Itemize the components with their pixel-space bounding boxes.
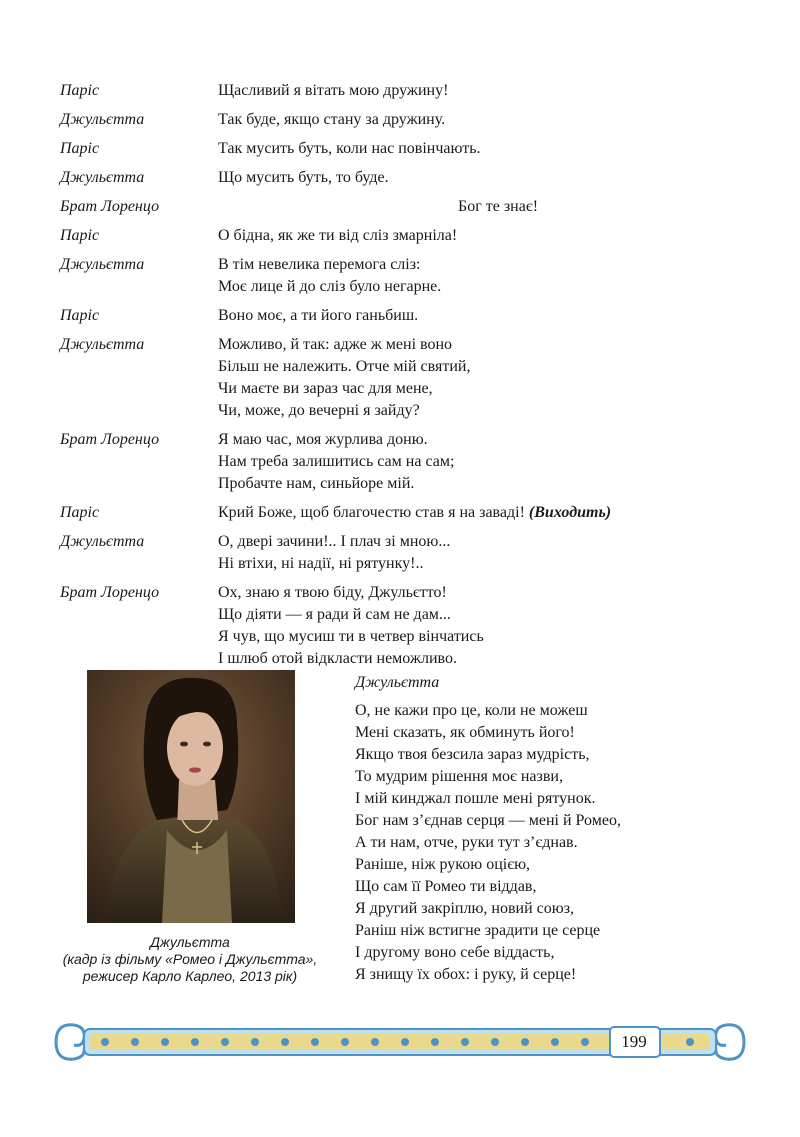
verse-line: І другому воно себе віддасть,: [355, 944, 555, 961]
speech-text: [218, 109, 760, 131]
dialogue-line: [60, 582, 760, 670]
verse-line: Бог те знає!: [458, 198, 539, 215]
speech-text: [218, 167, 760, 189]
verse-line: Щасливий я вітать мою дружину!: [218, 82, 449, 99]
speaker-name: Брат Лоренцо: [60, 584, 160, 601]
caption-line: (кадр із фільму «Ромео і Джульєтта»,: [62, 951, 318, 967]
verse-line: Раніш ніж встигне зрадити це серце: [355, 922, 601, 939]
dialogue-line: [60, 334, 760, 422]
stage-direction: (Виходить): [528, 504, 612, 521]
dialogue-line: [60, 429, 760, 495]
dialogue-block: [60, 80, 760, 677]
verse-line: А ти нам, отче, руки тут з’єднав.: [355, 834, 578, 851]
verse-line: І мій кинджал пошле мені рятунок.: [355, 790, 596, 807]
verse-line: Бог нам з’єднав серця — мені й Ромео,: [355, 812, 621, 829]
verse-line: Моє лице й до сліз було негарне.: [218, 278, 442, 295]
speaker-name: Паріс: [60, 504, 100, 521]
speech-text: [218, 80, 760, 102]
verse-line: Нам треба залишитись сам на сам;: [218, 453, 455, 470]
verse-line: О бідна, як же ти від сліз змарніла!: [218, 227, 458, 244]
verse-text: Крий Боже, щоб благочестю став я на заваді!: [218, 504, 525, 521]
verse-line: Так мусить буть, коли нас повінчають.: [218, 140, 481, 157]
verse-line: Якщо твоя безсила зараз мудрість,: [355, 746, 590, 763]
speech-text: [218, 502, 760, 524]
speaker-name: Джульєтта: [355, 674, 440, 691]
verse-line: Ні втіхи, ні надії, ні рятунку!..: [218, 555, 424, 572]
verse-line: Ох, знаю я твою біду, Джульєтто!: [218, 584, 447, 601]
speaker-name: Брат Лоренцо: [60, 198, 160, 215]
verse-line: Я другий закріплю, новий союз,: [355, 900, 575, 917]
dialogue-line: [60, 109, 760, 131]
verse-line: Можливо, й так: адже ж мені воно: [218, 336, 453, 353]
verse-line: Що діяти — я ради й сам не дам...: [218, 606, 451, 623]
caption-line: Джульєтта: [150, 934, 230, 950]
verse-line: О, не кажи про це, коли не можеш: [355, 702, 588, 719]
image-caption: [40, 934, 340, 985]
speaker-name: Паріс: [60, 307, 100, 324]
dialogue-line: [60, 196, 760, 218]
dialogue-line: [60, 531, 760, 575]
speaker-name: Паріс: [60, 227, 100, 244]
speaker-name: Джульєтта: [60, 256, 145, 273]
dialogue-line: [60, 502, 760, 524]
speech-text: [218, 582, 760, 670]
verse-line: Я чув, що мусиш ти в четвер вінчатись: [218, 628, 484, 645]
verse-line: Більш не належить. Отче мій святий,: [218, 358, 471, 375]
verse-line: Так буде, якщо стану за дружину.: [218, 111, 446, 128]
speech-text: [218, 225, 760, 247]
speech-text: [218, 138, 760, 160]
verse-line: Раніше, ніж рукою оцією,: [355, 856, 531, 873]
verse-line: Чи, може, до вечерні я зайду?: [218, 402, 420, 419]
verse-line: Мені сказать, як обминуть його!: [355, 724, 575, 741]
dialogue-line: [60, 305, 760, 327]
page-number: 199: [621, 1032, 647, 1051]
caption-line: режисер Карло Карлео, 2013 рік): [82, 968, 298, 984]
verse-line: В тім невелика перемога сліз:: [218, 256, 421, 273]
verse-line: І шлюб отой відкласти неможливо.: [218, 650, 457, 667]
dialogue-line: [60, 225, 760, 247]
speaker-name: Джульєтта: [60, 169, 145, 186]
speech-text: [218, 254, 760, 298]
speech-text: [218, 334, 760, 422]
verse-line: Воно моє, а ти його ганьбиш.: [218, 307, 419, 324]
verse-line: Я знищу їх обох: і руку, й серце!: [355, 966, 577, 983]
speaker-name: Джульєтта: [60, 111, 145, 128]
dialogue-line: [60, 254, 760, 298]
dialogue-line: [60, 167, 760, 189]
speaker-name: Паріс: [60, 140, 100, 157]
speaker-name: Джульєтта: [60, 336, 145, 353]
speech-text: [218, 305, 760, 327]
verse-line: Що сам її Ромео ти віддав,: [355, 878, 537, 895]
speaker-name: Паріс: [60, 82, 100, 99]
verse-line: То мудрим рішення моє назви,: [355, 768, 563, 785]
speech-text: [218, 196, 760, 218]
portrait-illustration: [87, 670, 295, 923]
dialogue-line: [60, 80, 760, 102]
verse-line: Що мусить буть, то буде.: [218, 169, 389, 186]
dialogue-line: [60, 138, 760, 160]
verse-line: Пробачте нам, синьйоре мій.: [218, 475, 415, 492]
verse-line: [218, 502, 760, 524]
speech-text: [218, 531, 760, 575]
speaker-name: Джульєтта: [60, 533, 145, 550]
speaker-name: Брат Лоренцо: [60, 431, 160, 448]
film-still-image: [87, 670, 295, 923]
juliet-monologue: [355, 672, 735, 986]
verse-line: Чи маєте ви зараз час для мене,: [218, 380, 433, 397]
speech-text: [218, 429, 760, 495]
verse-line: Я маю час, моя журлива доню.: [218, 431, 428, 448]
verse-line: О, двері зачини!.. І плач зі мною...: [218, 533, 451, 550]
